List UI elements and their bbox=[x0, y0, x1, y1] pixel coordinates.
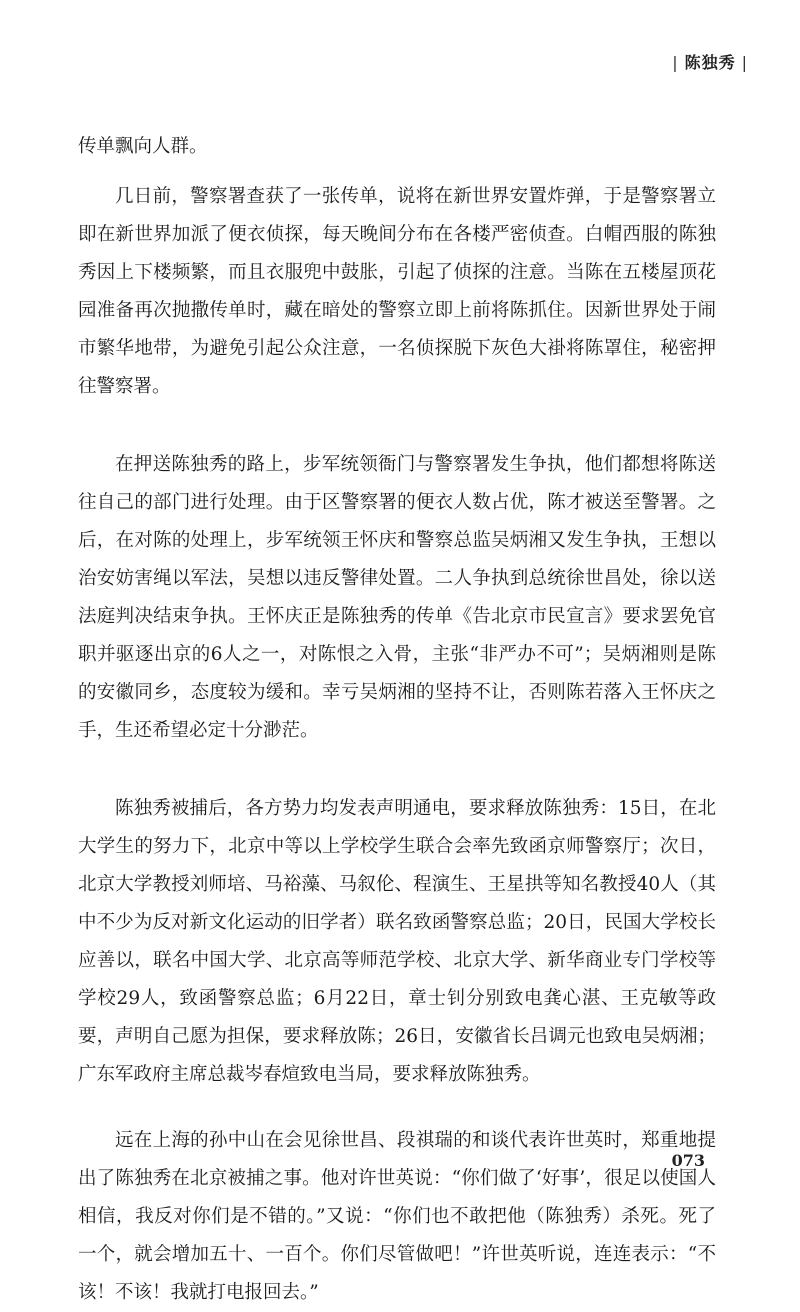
body-text bbox=[78, 128, 716, 1312]
chapter-title: 陈独秀 bbox=[684, 53, 736, 72]
paragraph-arrest: 几日前，警察署查获了一张传单，说将在新世界安置炸弹，于是警察署立即在新世界加派了便衣侦探，每天晚间分布在各楼严密侦查。白帽西服的陈独秀因上下楼频繁，而且衣服兜中鼓胀，引起了侦探的注意。当陈在五楼屋顶花园准备再次抛撒传单时，藏在暗处的警察立即上前将陈抓住。因新世界处于闹市繁华地带，为避免引起公众注意，一名侦探脱下灰色大褂将陈罩住，秘密押往警察署。 bbox=[78, 186, 716, 397]
page-number: 073 bbox=[671, 1151, 705, 1170]
paragraph-continuation: 传单飘向人群。 bbox=[78, 136, 208, 157]
paragraph-sun-yat-sen: 远在上海的孙中山在会见徐世昌、段祺瑞的和谈代表许世英时，郑重地提出了陈独秀在北京被捕之事。他对许世英说：“你们做了‘好事’，很足以使国人相信，我反对你们是不错的。”又说：“你们也不敢把他（陈独秀）杀死。死了一个，就会增加五十、一百个。你们尽管做吧！”许世英听说，连连表示：“不该！不该！我就打电报回去。” bbox=[78, 1130, 716, 1303]
running-header bbox=[666, 50, 754, 73]
header-left-rule: | bbox=[672, 53, 679, 72]
header-right-rule: | bbox=[741, 53, 748, 72]
paragraph-appeals: 陈独秀被捕后，各方势力均发表声明通电，要求释放陈独秀：15日，在北大学生的努力下，北京中等以上学校学生联合会率先致函京师警察厅；次日，北京大学教授刘师培、马裕藻、马叙伦、程演生、王星拱等知名教授40人（其中不少为反对新文化运动的旧学者）联名致函警察总监；20日，民国大学校长应善以，联名中国大学、北京高等师范学校、北京大学、新华商业专门学校等学校29人，致函警察总监；6月22日，章士钊分别致电龚心湛、王克敏等政要，声明自己愿为担保，要求释放陈；26日，安徽省长吕调元也致电吴炳湘；广东军政府主席总裁岑春煊致电当局，要求释放陈独秀。 bbox=[78, 798, 716, 1085]
paragraph-dispute: 在押送陈独秀的路上，步军统领衙门与警察署发生争执，他们都想将陈送往自己的部门进行处理。由于区警察署的便衣人数占优，陈才被送至警署。之后，在对陈的处理上，步军统领王怀庆和警察总监吴炳湘又发生争执，王想以治安妨害绳以军法，吴想以违反警律处置。二人争执到总统徐世昌处，徐以送法庭判决结束争执。王怀庆正是陈独秀的传单《告北京市民宣言》要求罢免官职并驱逐出京的6人之一，对陈恨之入骨，主张“非严办不可”；吴炳湘则是陈的安徽同乡，态度较为缓和。幸亏吴炳湘的坚持不让，否则陈若落入王怀庆之手，生还希望必定十分渺茫。 bbox=[78, 454, 716, 741]
